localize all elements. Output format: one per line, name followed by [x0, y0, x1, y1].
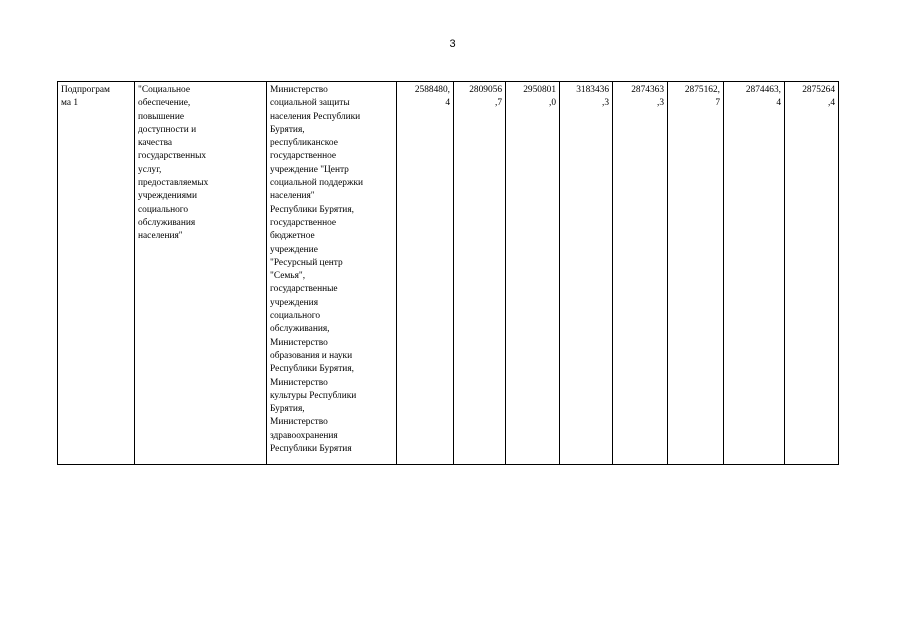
cell-line: Подпрограм	[61, 85, 110, 95]
cell-line: здравоохранения	[270, 430, 338, 441]
executor-cell	[267, 82, 397, 465]
cell-line: предоставляемых	[138, 178, 209, 189]
cell-line: "Семья",	[270, 271, 306, 282]
value-part: ,3	[601, 98, 609, 109]
cell-line: "Социальное	[138, 85, 190, 95]
cell-line: населения"	[270, 191, 315, 202]
value-part: ,3	[656, 98, 664, 109]
value-part: ,4	[827, 98, 835, 109]
cell-line: населения"	[138, 231, 183, 242]
cell-line: Министерство	[270, 417, 328, 428]
value-part: 2874363	[631, 85, 664, 95]
value-part: 2874463,	[745, 85, 781, 95]
cell-line: Бурятия,	[270, 404, 305, 415]
value-part: 4	[445, 98, 450, 109]
value-part: 2875264	[802, 85, 835, 95]
cell-line: обеспечение,	[138, 98, 191, 109]
cell-line: государственные	[270, 284, 338, 295]
cell-line: Бурятия,	[270, 124, 305, 135]
value-cell	[668, 82, 724, 465]
cell-line: услуг,	[138, 164, 162, 175]
cell-line: обслуживания,	[270, 324, 330, 335]
cell-line: Республики Бурятия,	[270, 204, 354, 215]
cell-line: Министерство	[270, 377, 328, 388]
cell-line: культуры Республики	[270, 390, 357, 401]
cell-line: Республики Бурятия	[270, 444, 352, 455]
cell-line: социальной защиты	[270, 98, 350, 109]
program-table	[57, 81, 839, 465]
cell-line: учреждение "Центр	[270, 164, 349, 175]
table-row	[58, 82, 839, 465]
value-cell	[613, 82, 668, 465]
page-number: 3	[449, 38, 456, 50]
cell-line: бюджетное	[270, 231, 315, 242]
cell-line: учреждение	[270, 244, 318, 255]
value-cell	[724, 82, 785, 465]
value-part: 4	[776, 98, 781, 109]
cell-line: ма 1	[61, 98, 79, 109]
value-cell	[454, 82, 506, 465]
value-cell	[785, 82, 839, 465]
value-part: 7	[715, 98, 720, 109]
cell-line: государственных	[138, 151, 207, 162]
cell-line: образования и науки	[270, 350, 353, 361]
cell-line: социальной поддержки	[270, 178, 364, 189]
value-cell	[560, 82, 613, 465]
value-part: 2809056	[469, 85, 502, 95]
value-part: ,0	[548, 98, 556, 109]
cell-line: "Ресурсный центр	[270, 257, 343, 268]
cell-line: Республики Бурятия,	[270, 364, 354, 375]
value-part: 2588480,	[414, 85, 450, 95]
cell-line: доступности и	[138, 124, 197, 135]
cell-line: социального	[270, 311, 321, 322]
value-part: ,7	[494, 98, 502, 109]
cell-line: учреждениями	[138, 191, 197, 202]
cell-line: социального	[138, 204, 189, 215]
cell-line: Министерство	[270, 85, 328, 95]
cell-line: населения Республики	[270, 111, 361, 122]
value-part: 3183436	[576, 85, 609, 95]
subprogram-cell	[58, 82, 135, 465]
cell-line: повышение	[138, 111, 185, 122]
cell-line: качества	[138, 138, 173, 149]
value-part: 2875162,	[684, 85, 720, 95]
cell-line: республиканское	[270, 138, 338, 149]
value-cell	[506, 82, 560, 465]
subprogram-name-cell	[135, 82, 267, 465]
value-part: 2950801	[523, 85, 556, 95]
value-cell	[397, 82, 454, 465]
cell-line: государственное	[270, 151, 337, 162]
cell-line: учреждения	[270, 297, 319, 308]
cell-line: Министерство	[270, 337, 328, 348]
cell-line: государственное	[270, 217, 337, 228]
cell-line: обслуживания	[138, 217, 196, 228]
